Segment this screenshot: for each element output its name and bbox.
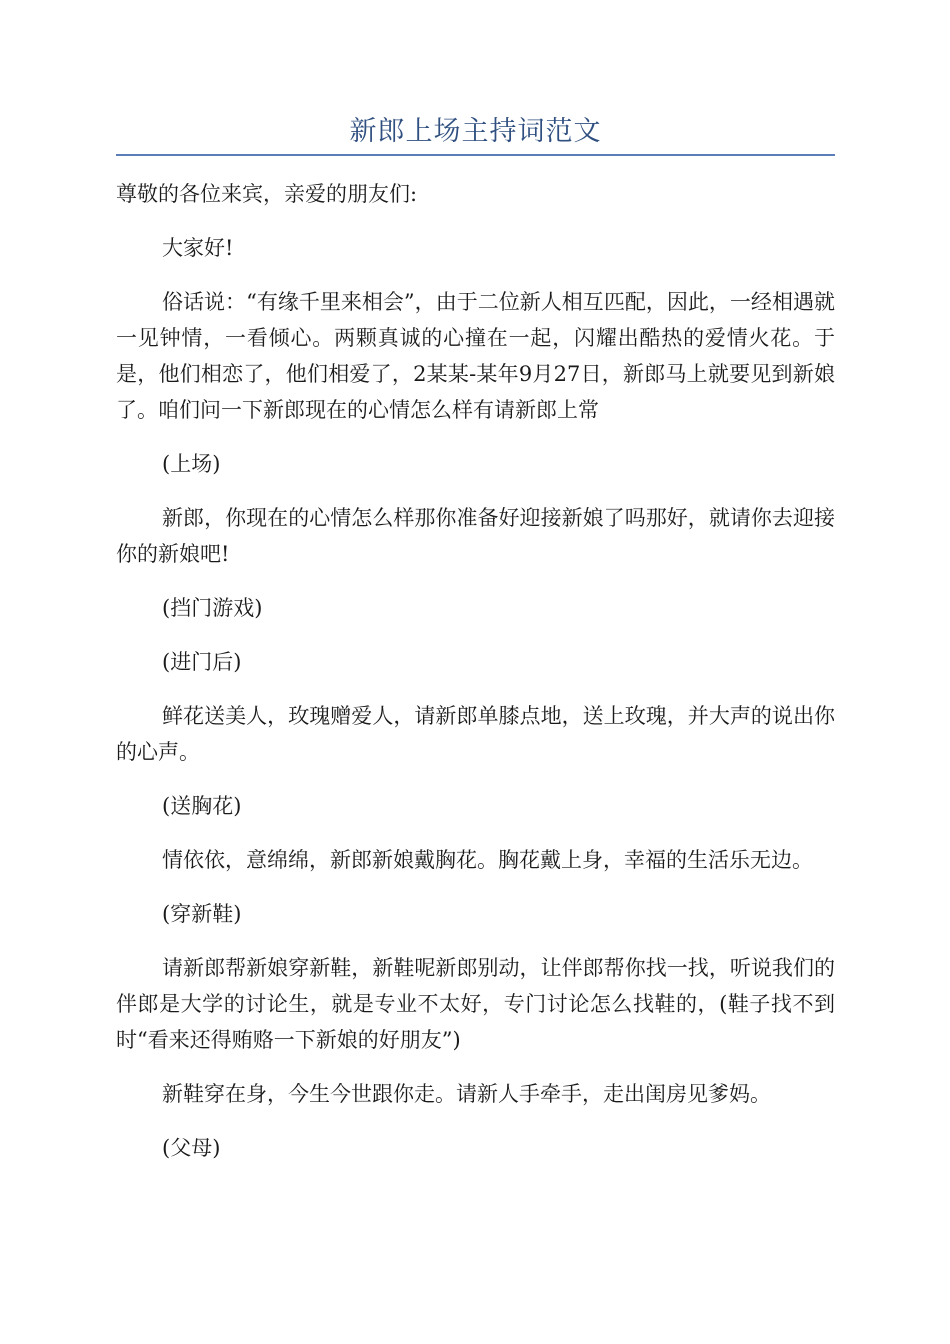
page-title: 新郎上场主持词范文 [349,116,602,147]
paragraph-shoes: 请新郎帮新娘穿新鞋，新鞋呢新郎别动，让伴郎帮你找一找，听说我们的伴郎是大学的讨论生，就是专业不太好，专门讨论怎么找鞋的，(鞋子找不到时“看来还得贿赂一下新娘的好朋友”) [116,956,835,1052]
title-underline [116,154,835,156]
paragraph-groom-question: 新郎，你现在的心情怎么样那你准备好迎接新娘了吗那好，就请你去迎接你的新娘吧! [116,506,835,566]
paragraph-stage-direction-corsage: (送胸花) [162,794,242,818]
paragraph-stage-direction-parents: (父母) [162,1136,221,1160]
paragraph-flowers: 鲜花送美人，玫瑰赠爱人，请新郎单膝点地，送上玫瑰，并大声的说出你的心声。 [116,704,835,764]
paragraph-stage-direction-entrance: (上场) [162,452,221,476]
paragraph-stage-direction-after-entry: (进门后) [162,650,242,674]
document-body [116,176,835,1166]
paragraph-corsage: 情依依，意绵绵，新郎新娘戴胸花。胸花戴上身，幸福的生活乐无边。 [162,848,813,872]
paragraph-stage-direction-shoes: (穿新鞋) [162,902,242,926]
paragraph-salutation: 尊敬的各位来宾，亲爱的朋友们: [116,182,418,206]
paragraph-proverb: 俗话说：“有缘千里来相会”，由于二位新人相互匹配，因此，一经相遇就一见钟情，一看倾心。两颗真诚的心撞在一起，闪耀出酷热的爱情火花。于是，他们相恋了，他们相爱了，2某某-某年9月27日，新郎马上就要见到新娘了。咱们问一下新郎现在的心情怎么样有请新郎上常 [116,290,835,422]
paragraph-leave-room: 新鞋穿在身，今生今世跟你走。请新人手牵手，走出闺房见爹妈。 [162,1082,771,1106]
paragraph-greeting: 大家好! [162,236,234,260]
paragraph-stage-direction-door-game: (挡门游戏) [162,596,263,620]
